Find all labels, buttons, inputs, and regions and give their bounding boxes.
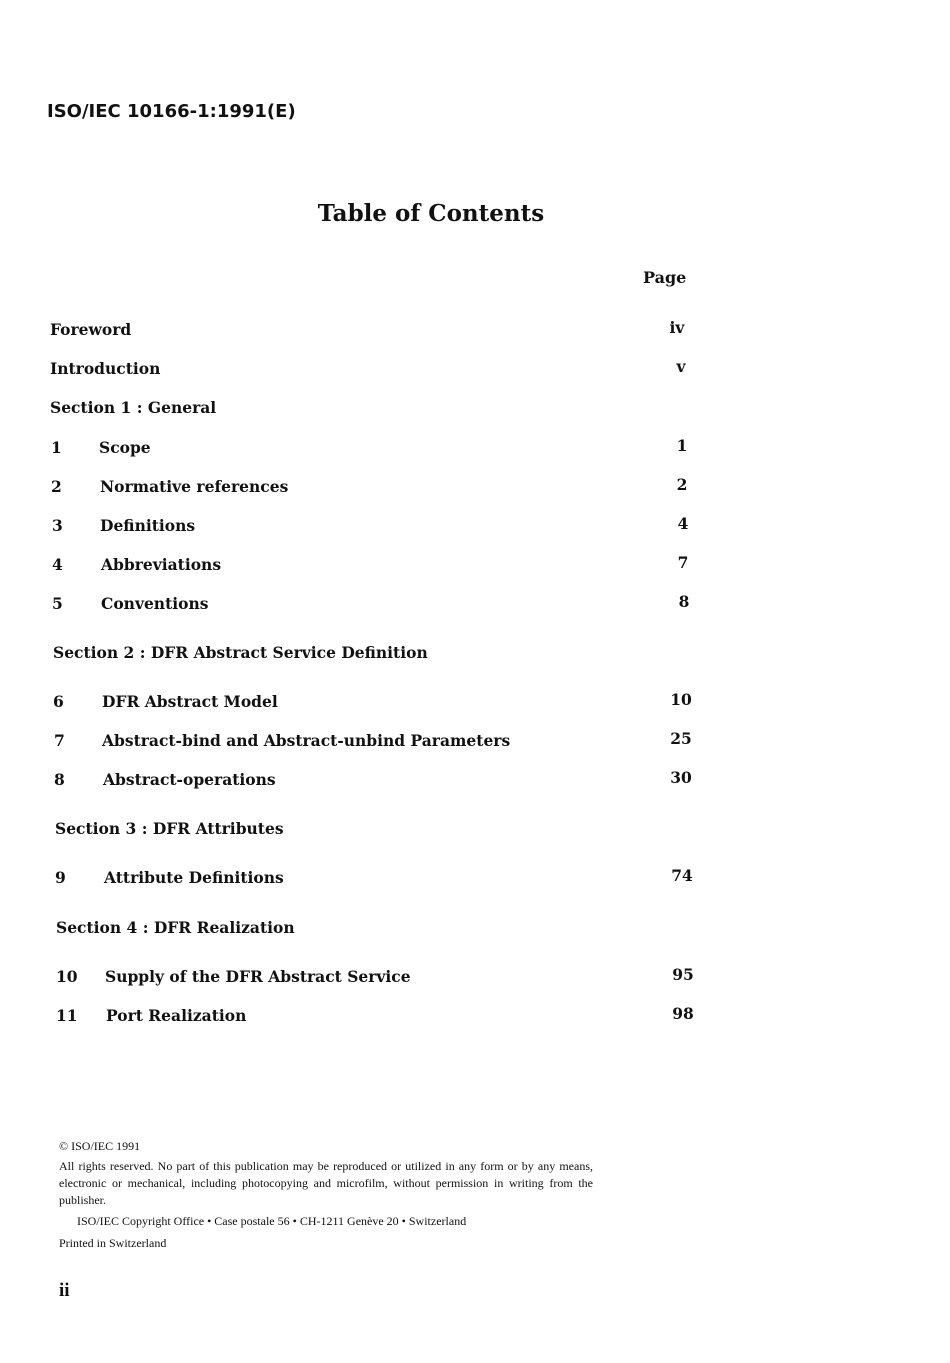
toc-entry-label: Definitions bbox=[100, 516, 196, 535]
toc-entry-page: 10 bbox=[670, 690, 692, 709]
toc-entry-page: 1 bbox=[676, 436, 688, 455]
toc-entry-number: 5 bbox=[52, 594, 63, 613]
toc-entry-label: Scope bbox=[99, 438, 151, 457]
copyright-notice bbox=[59, 1138, 593, 1252]
toc-entry-number: 3 bbox=[52, 516, 63, 535]
rights-statement: All rights reserved. No part of this publication may be reproduced or utilized in any form or by any means, electronic or mechanical, including photocopying and microfilm, without permission in writing from the publisher. bbox=[59, 1159, 593, 1207]
toc-section-label: Section 2 : DFR Abstract Service Definition bbox=[53, 643, 428, 662]
toc-entry-page: iv bbox=[669, 318, 685, 337]
toc-entry-page: v bbox=[676, 357, 686, 376]
toc-entry-number: 4 bbox=[52, 555, 63, 574]
document-id: ISO/IEC 10166-1:1991(E) bbox=[47, 101, 296, 122]
toc-entry-number: 11 bbox=[56, 1006, 78, 1025]
toc-entry-page: 98 bbox=[672, 1004, 694, 1023]
printed-in: Printed in Switzerland bbox=[59, 1236, 167, 1250]
toc-entry-label: Supply of the DFR Abstract Service bbox=[105, 967, 411, 986]
toc-entry-page: 25 bbox=[670, 729, 692, 748]
toc-entry-page: 8 bbox=[678, 592, 690, 611]
toc-section-label: Section 3 : DFR Attributes bbox=[55, 819, 284, 838]
toc-entry-label: Abbreviations bbox=[101, 555, 222, 574]
toc-entry-number: 9 bbox=[55, 868, 66, 887]
toc-entry-page: 95 bbox=[672, 965, 694, 984]
copyright-office-address: ISO/IEC Copyright Office • Case postale 56 • CH-1211 Genève 20 • Switzerland bbox=[77, 1214, 467, 1228]
toc-entry-label: DFR Abstract Model bbox=[102, 692, 278, 711]
page-number: ii bbox=[59, 1280, 70, 1301]
toc-entry-label: Conventions bbox=[101, 594, 209, 613]
toc-entry-page: 74 bbox=[671, 866, 693, 885]
toc-section-label: Section 1 : General bbox=[50, 398, 217, 417]
toc-entry-number: 8 bbox=[54, 770, 65, 789]
toc-entry-page: 4 bbox=[677, 514, 689, 533]
toc-title: Table of Contents bbox=[317, 200, 545, 227]
toc-entry-page: 2 bbox=[676, 475, 688, 494]
toc-section-label: Section 4 : DFR Realization bbox=[56, 918, 295, 937]
toc-entry-label: Port Realization bbox=[106, 1006, 247, 1025]
toc-entry-label: Abstract-bind and Abstract-unbind Parameters bbox=[102, 731, 511, 750]
toc-entry-page: 30 bbox=[670, 768, 692, 787]
toc-entry-label: Normative references bbox=[100, 477, 289, 496]
toc-entry-number: 6 bbox=[53, 692, 64, 711]
toc-entry-label: Introduction bbox=[50, 359, 161, 378]
toc-entry-number: 1 bbox=[51, 438, 62, 457]
toc-entry-label: Foreword bbox=[50, 320, 132, 339]
toc-entry-number: 2 bbox=[51, 477, 62, 496]
toc-entry-label: Attribute Definitions bbox=[104, 868, 284, 887]
toc-entry-label: Abstract-operations bbox=[103, 770, 276, 789]
toc-entry-number: 10 bbox=[56, 967, 78, 986]
copyright-line: © ISO/IEC 1991 bbox=[59, 1139, 141, 1153]
page-column-label: Page bbox=[643, 268, 687, 287]
toc-entry-page: 7 bbox=[677, 553, 689, 572]
toc-entry-number: 7 bbox=[54, 731, 65, 750]
